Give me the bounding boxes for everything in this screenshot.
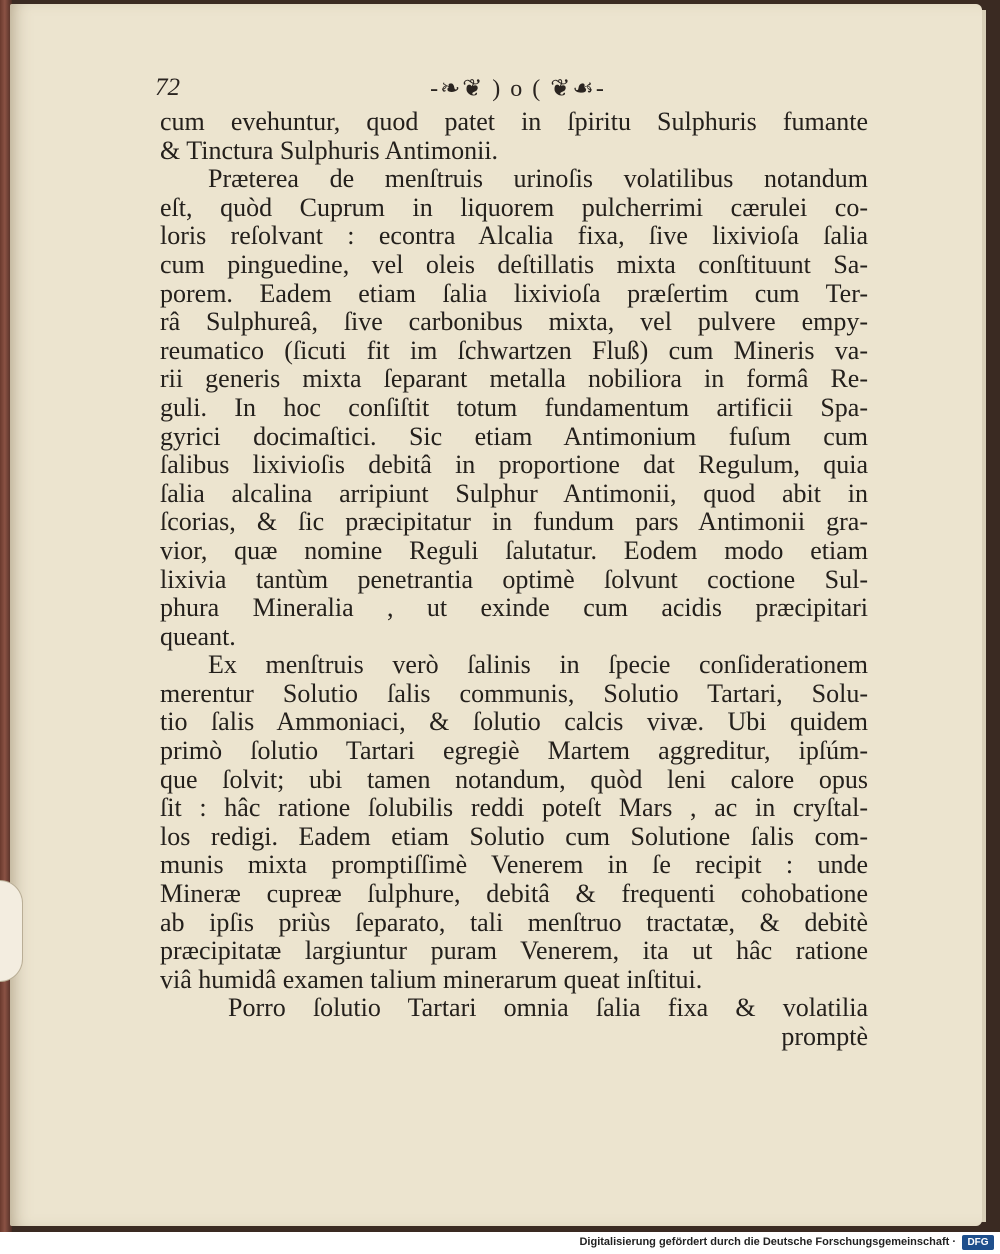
text-line: los redigi. Eadem etiam Solutio cum Solutione ſalis com- <box>160 821 868 851</box>
page-header <box>155 74 870 106</box>
text-line: Ex menſtruis verò ſalinis in ſpecie conſiderationem <box>208 650 868 680</box>
text-line: que ſolvit; ubi tamen notandum, quòd leni calore opus <box>160 764 868 794</box>
text-line: Porro ſolutio Tartari omnia ſalia fixa & volatilia <box>228 993 868 1023</box>
text-line: viâ humidâ examen talium minerarum queat inſtitui. <box>160 964 703 994</box>
text-line: promptè <box>781 1022 868 1051</box>
body-text <box>160 108 868 1052</box>
text-line: queant. <box>160 621 236 651</box>
text-line: lixivia tantùm penetrantia optimè ſolvunt coctione Sul- <box>160 564 868 594</box>
text-line: munis mixta promptiſſimè Venerem in ſe recipit : unde <box>160 850 868 880</box>
text-line: reumatico (ſicuti fit im ſchwartzen Fluß) cum Mineris va- <box>160 335 868 365</box>
text-line: merentur Solutio ſalis communis, Solutio Tartari, Solu- <box>160 678 868 708</box>
text-line: eſt, quòd Cuprum in liquorem pulcherrimi cærulei co- <box>160 192 868 222</box>
header-ornament: -❧❦ ) o ( ❦☙- <box>430 76 606 102</box>
text-line: primò ſolutio Tartari egregiè Martem aggreditur, ipſúm- <box>160 736 868 766</box>
text-line: ſcorias, & ſic præcipitatur in fundum pars Antimonii gra- <box>160 507 868 537</box>
text-line: cum evehuntur, quod patet in ſpiritu Sulphuris fumante <box>160 107 868 136</box>
text-line: præcipitatæ largiuntur puram Venerem, ita ut hâc ratione <box>160 936 868 966</box>
text-line: cum pinguedine, vel oleis deſtillatis mixta conſtituunt Sa- <box>160 249 868 279</box>
funding-credit: Digitalisierung gefördert durch die Deutsche Forschungsgemeinschaft · <box>579 1236 956 1248</box>
text-line: porem. Eadem etiam ſalia lixivioſa præſertim cum Ter- <box>160 278 868 308</box>
text-line: tio ſalis Ammoniaci, & ſolutio calcis vivæ. Ubi quidem <box>160 707 868 737</box>
text-line: ſalia alcalina arripiunt Sulphur Antimonii, quod abit in <box>160 478 868 508</box>
text-line: guli. In hoc conſiſtit totum fundamentum artificii Spa- <box>160 392 868 422</box>
text-line: Præterea de menſtruis urinoſis volatilibus notandum <box>208 164 868 194</box>
footer-bar <box>0 1232 1000 1254</box>
text-line: Mineræ cupreæ ſulphure, debitâ & frequenti cohobatione <box>160 879 868 909</box>
dfg-logo-icon: DFG <box>962 1235 994 1250</box>
text-line: ſalibus lixivioſis debitâ in proportione dat Regulum, quia <box>160 450 868 480</box>
text-line: vior, quæ nomine Reguli ſalutatur. Eodem modo etiam <box>160 535 868 565</box>
text-line: & Tinctura Sulphuris Antimonii. <box>160 135 499 165</box>
text-line: gyrici docimaſtici. Sic etiam Antimonium fuſum cum <box>160 421 868 451</box>
text-line: râ Sulphureâ, ſive carbonibus mixta, vel pulvere empy- <box>160 307 868 337</box>
text-line: phura Mineralia , ut exinde cum acidis præcipitari <box>160 593 868 623</box>
text-line: ab ipſis priùs ſeparato, tali menſtruo tractatæ, & debitè <box>160 907 868 937</box>
text-line: ſit : hâc ratione ſolubilis reddi poteſt Mars , ac in cryſtal- <box>160 793 868 823</box>
text-line: rii generis mixta ſeparant metalla nobiliora in formâ Re- <box>160 364 868 394</box>
page-clip <box>0 880 23 982</box>
page-number: 72 <box>155 74 180 101</box>
text-line: loris reſolvant : econtra Alcalia fixa, ſive lixivioſa ſalia <box>160 221 868 251</box>
